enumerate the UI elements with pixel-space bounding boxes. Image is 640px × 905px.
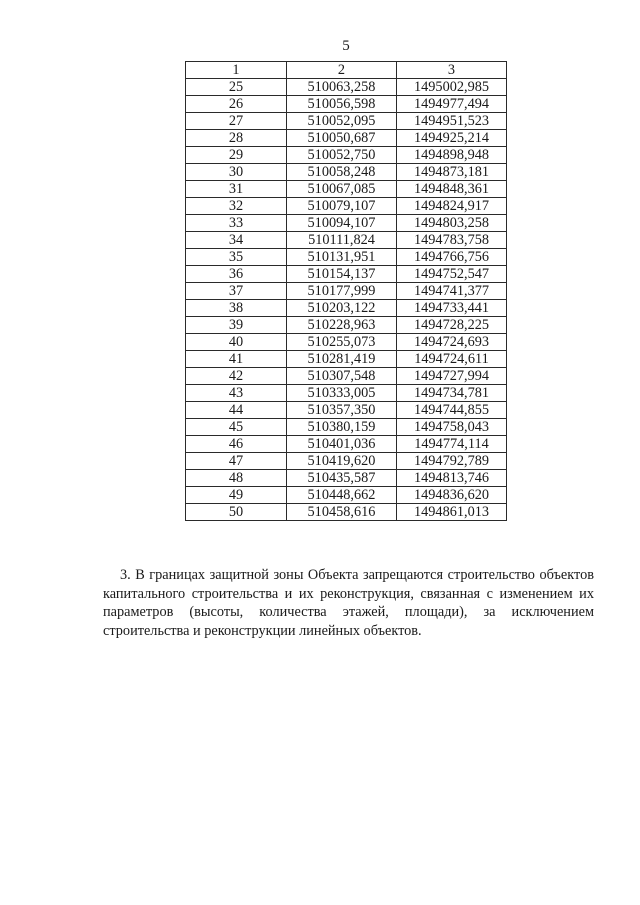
point-number-cell: 32 bbox=[186, 198, 287, 215]
table-row bbox=[186, 249, 507, 266]
table-row bbox=[186, 113, 507, 130]
header-cell-y: 3 bbox=[397, 62, 507, 79]
y-coordinate-cell: 1494873,181 bbox=[397, 164, 507, 181]
point-number-cell: 39 bbox=[186, 317, 287, 334]
point-number-cell: 49 bbox=[186, 487, 287, 504]
point-number-cell: 27 bbox=[186, 113, 287, 130]
table-header-row bbox=[186, 62, 507, 79]
x-coordinate-cell: 510079,107 bbox=[287, 198, 397, 215]
table-row bbox=[186, 419, 507, 436]
table-row bbox=[186, 436, 507, 453]
table-row bbox=[186, 385, 507, 402]
table-row bbox=[186, 487, 507, 504]
x-coordinate-cell: 510111,824 bbox=[287, 232, 397, 249]
coordinates-table bbox=[185, 61, 507, 521]
table-row bbox=[186, 130, 507, 147]
y-coordinate-cell: 1494774,114 bbox=[397, 436, 507, 453]
table-row bbox=[186, 334, 507, 351]
point-number-cell: 37 bbox=[186, 283, 287, 300]
point-number-cell: 29 bbox=[186, 147, 287, 164]
y-coordinate-cell: 1494836,620 bbox=[397, 487, 507, 504]
y-coordinate-cell: 1494758,043 bbox=[397, 419, 507, 436]
y-coordinate-cell: 1494977,494 bbox=[397, 96, 507, 113]
x-coordinate-cell: 510228,963 bbox=[287, 317, 397, 334]
y-coordinate-cell: 1494741,377 bbox=[397, 283, 507, 300]
y-coordinate-cell: 1494861,013 bbox=[397, 504, 507, 521]
point-number-cell: 41 bbox=[186, 351, 287, 368]
table-row bbox=[186, 453, 507, 470]
y-coordinate-cell: 1495002,985 bbox=[397, 79, 507, 96]
x-coordinate-cell: 510333,005 bbox=[287, 385, 397, 402]
y-coordinate-cell: 1494724,611 bbox=[397, 351, 507, 368]
x-coordinate-cell: 510067,085 bbox=[287, 181, 397, 198]
point-number-cell: 46 bbox=[186, 436, 287, 453]
table-row bbox=[186, 283, 507, 300]
point-number-cell: 43 bbox=[186, 385, 287, 402]
table-row bbox=[186, 79, 507, 96]
x-coordinate-cell: 510448,662 bbox=[287, 487, 397, 504]
table-row bbox=[186, 351, 507, 368]
point-number-cell: 45 bbox=[186, 419, 287, 436]
point-number-cell: 26 bbox=[186, 96, 287, 113]
x-coordinate-cell: 510131,951 bbox=[287, 249, 397, 266]
x-coordinate-cell: 510154,137 bbox=[287, 266, 397, 283]
point-number-cell: 50 bbox=[186, 504, 287, 521]
point-number-cell: 36 bbox=[186, 266, 287, 283]
x-coordinate-cell: 510052,750 bbox=[287, 147, 397, 164]
table-row bbox=[186, 147, 507, 164]
table-row bbox=[186, 368, 507, 385]
x-coordinate-cell: 510052,095 bbox=[287, 113, 397, 130]
point-number-cell: 35 bbox=[186, 249, 287, 266]
y-coordinate-cell: 1494766,756 bbox=[397, 249, 507, 266]
x-coordinate-cell: 510401,036 bbox=[287, 436, 397, 453]
point-number-cell: 28 bbox=[186, 130, 287, 147]
point-number-cell: 34 bbox=[186, 232, 287, 249]
point-number-cell: 38 bbox=[186, 300, 287, 317]
x-coordinate-cell: 510357,350 bbox=[287, 402, 397, 419]
y-coordinate-cell: 1494728,225 bbox=[397, 317, 507, 334]
y-coordinate-cell: 1494724,693 bbox=[397, 334, 507, 351]
point-number-cell: 30 bbox=[186, 164, 287, 181]
point-number-cell: 33 bbox=[186, 215, 287, 232]
y-coordinate-cell: 1494848,361 bbox=[397, 181, 507, 198]
x-coordinate-cell: 510203,122 bbox=[287, 300, 397, 317]
y-coordinate-cell: 1494783,758 bbox=[397, 232, 507, 249]
y-coordinate-cell: 1494803,258 bbox=[397, 215, 507, 232]
point-number-cell: 40 bbox=[186, 334, 287, 351]
x-coordinate-cell: 510281,419 bbox=[287, 351, 397, 368]
table-row bbox=[186, 181, 507, 198]
table-row bbox=[186, 504, 507, 521]
table-row bbox=[186, 470, 507, 487]
y-coordinate-cell: 1494792,789 bbox=[397, 453, 507, 470]
y-coordinate-cell: 1494744,855 bbox=[397, 402, 507, 419]
x-coordinate-cell: 510058,248 bbox=[287, 164, 397, 181]
x-coordinate-cell: 510307,548 bbox=[287, 368, 397, 385]
x-coordinate-cell: 510255,073 bbox=[287, 334, 397, 351]
point-number-cell: 48 bbox=[186, 470, 287, 487]
table-row bbox=[186, 300, 507, 317]
restriction-paragraph: 3. В границах защитной зоны Объекта запрещаются строительство объектов капитального строительства и их реконструкция, связанная с изменением их параметров (высоты, количества этажей, площади), за исключением строительства и реконструкции линейных объектов. bbox=[103, 567, 594, 639]
point-number-cell: 42 bbox=[186, 368, 287, 385]
y-coordinate-cell: 1494951,523 bbox=[397, 113, 507, 130]
y-coordinate-cell: 1494752,547 bbox=[397, 266, 507, 283]
x-coordinate-cell: 510177,999 bbox=[287, 283, 397, 300]
table-row bbox=[186, 266, 507, 283]
table-row bbox=[186, 96, 507, 113]
point-number-cell: 47 bbox=[186, 453, 287, 470]
x-coordinate-cell: 510458,616 bbox=[287, 504, 397, 521]
x-coordinate-cell: 510056,598 bbox=[287, 96, 397, 113]
x-coordinate-cell: 510050,687 bbox=[287, 130, 397, 147]
y-coordinate-cell: 1494727,994 bbox=[397, 368, 507, 385]
x-coordinate-cell: 510435,587 bbox=[287, 470, 397, 487]
point-number-cell: 25 bbox=[186, 79, 287, 96]
point-number-cell: 44 bbox=[186, 402, 287, 419]
y-coordinate-cell: 1494824,917 bbox=[397, 198, 507, 215]
table-row bbox=[186, 402, 507, 419]
header-cell-point-number: 1 bbox=[186, 62, 287, 79]
y-coordinate-cell: 1494813,746 bbox=[397, 470, 507, 487]
table-header bbox=[186, 62, 507, 79]
y-coordinate-cell: 1494733,441 bbox=[397, 300, 507, 317]
point-number-cell: 31 bbox=[186, 181, 287, 198]
table-row bbox=[186, 164, 507, 181]
header-cell-x: 2 bbox=[287, 62, 397, 79]
page-number: 5 bbox=[342, 38, 350, 54]
x-coordinate-cell: 510419,620 bbox=[287, 453, 397, 470]
y-coordinate-cell: 1494734,781 bbox=[397, 385, 507, 402]
x-coordinate-cell: 510380,159 bbox=[287, 419, 397, 436]
x-coordinate-cell: 510094,107 bbox=[287, 215, 397, 232]
table-row bbox=[186, 198, 507, 215]
table-row bbox=[186, 232, 507, 249]
y-coordinate-cell: 1494925,214 bbox=[397, 130, 507, 147]
y-coordinate-cell: 1494898,948 bbox=[397, 147, 507, 164]
x-coordinate-cell: 510063,258 bbox=[287, 79, 397, 96]
table-body bbox=[186, 79, 507, 521]
table-row bbox=[186, 317, 507, 334]
table-row bbox=[186, 215, 507, 232]
